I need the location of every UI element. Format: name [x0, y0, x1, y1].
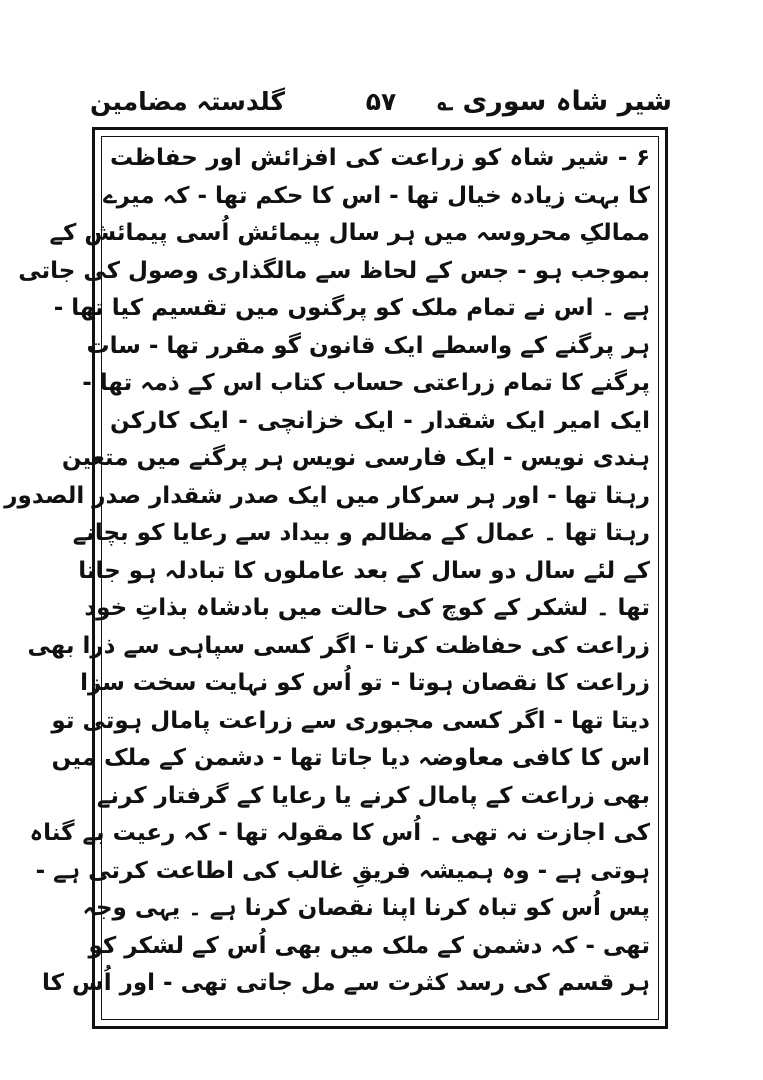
- text-line: کے لئے سال دو سال کے بعد عاملوں کا تبادلہ ہو جاتا: [78, 557, 650, 584]
- text-line: تھی - کہ دشمن کے ملک میں بھی اُس کے لشکر کو: [88, 932, 650, 959]
- collection-title: گلدستہ مضامین: [90, 87, 286, 116]
- text-line: زراعت کا نقصان ہوتا - تو اُس کو نہایت سخت سزا: [80, 670, 650, 696]
- text-line: پس اُس کو تباہ کرنا اپنا نقصان کرنا ہے ۔ یہی وجہ: [82, 895, 650, 921]
- text-line: رہتا تھا ۔ عمال کے مظالم و بیداد سے رعایا کو بچانے: [72, 520, 650, 546]
- book-title: شیر شاہ سوری ؎: [437, 86, 672, 117]
- text-line: ممالکِ محروسہ میں ہر سال پیمائش اُسی پیمائش کے: [49, 220, 650, 246]
- text-line: ہوتی ہے - وہ ہمیشہ فریقِ غالب کی اطاعت کرتی ہے -: [35, 857, 650, 884]
- body-text: [4, 140, 650, 1003]
- text-line: ہندی نویس - ایک فارسی نویس ہر پرگنے میں متعین: [61, 445, 650, 471]
- text-line: بموجب ہو - جس کے لحاظ سے مالگذاری وصول کی جاتی: [18, 257, 650, 284]
- text-line: دیتا تھا - اگر کسی مجبوری سے زراعت پامال ہوتی تو: [51, 707, 650, 734]
- text-line: ہر پرگنے کے واسطے ایک قانون گو مقرر تھا - سات: [86, 332, 650, 359]
- text-line: اس کا کافی معاوضہ دیا جاتا تھا - دشمن کے ملک میں: [51, 745, 650, 771]
- text-line: رہتا تھا - اور ہر سرکار میں ایک صدر شقدار صدر الصدور: [4, 482, 650, 509]
- text-line: بھی زراعت کے پامال کرنے یا رعایا کے گرفتار کرنے: [96, 782, 650, 809]
- page-header: [90, 82, 672, 128]
- text-line: تھا ۔ لشکر کے کوچ کی حالت میں بادشاہ بذاتِ خود: [84, 595, 650, 621]
- text-line: ایک امیر ایک شقدار - ایک خزانچی - ایک کارکن: [110, 407, 650, 434]
- text-line: ہے ۔ اس نے تمام ملک کو پرگنوں میں تقسیم کیا تھا -: [53, 295, 650, 321]
- text-line: ۶ - شیر شاہ کو زراعت کی افزائش اور حفاظت: [110, 145, 650, 171]
- text-line: پرگنے کا تمام زراعتی حساب کتاب اس کے ذمہ تھا -: [82, 370, 650, 396]
- text-line: ہر قسم کی رسد کثرت سے مل جاتی تھی - اور اُس کا: [41, 970, 650, 996]
- text-line: کی اجازت نہ تھی ۔ اُس کا مقولہ تھا - کہ رعیت بے گناہ: [29, 820, 650, 846]
- text-line: کا بہت زیادہ خیال تھا - اس کا حکم تھا - کہ میرے: [103, 182, 650, 209]
- page-number: ۵۷: [365, 87, 397, 116]
- text-line: زراعت کی حفاظت کرتا - اگر کسی سپاہی سے ذرا بھی: [27, 632, 650, 659]
